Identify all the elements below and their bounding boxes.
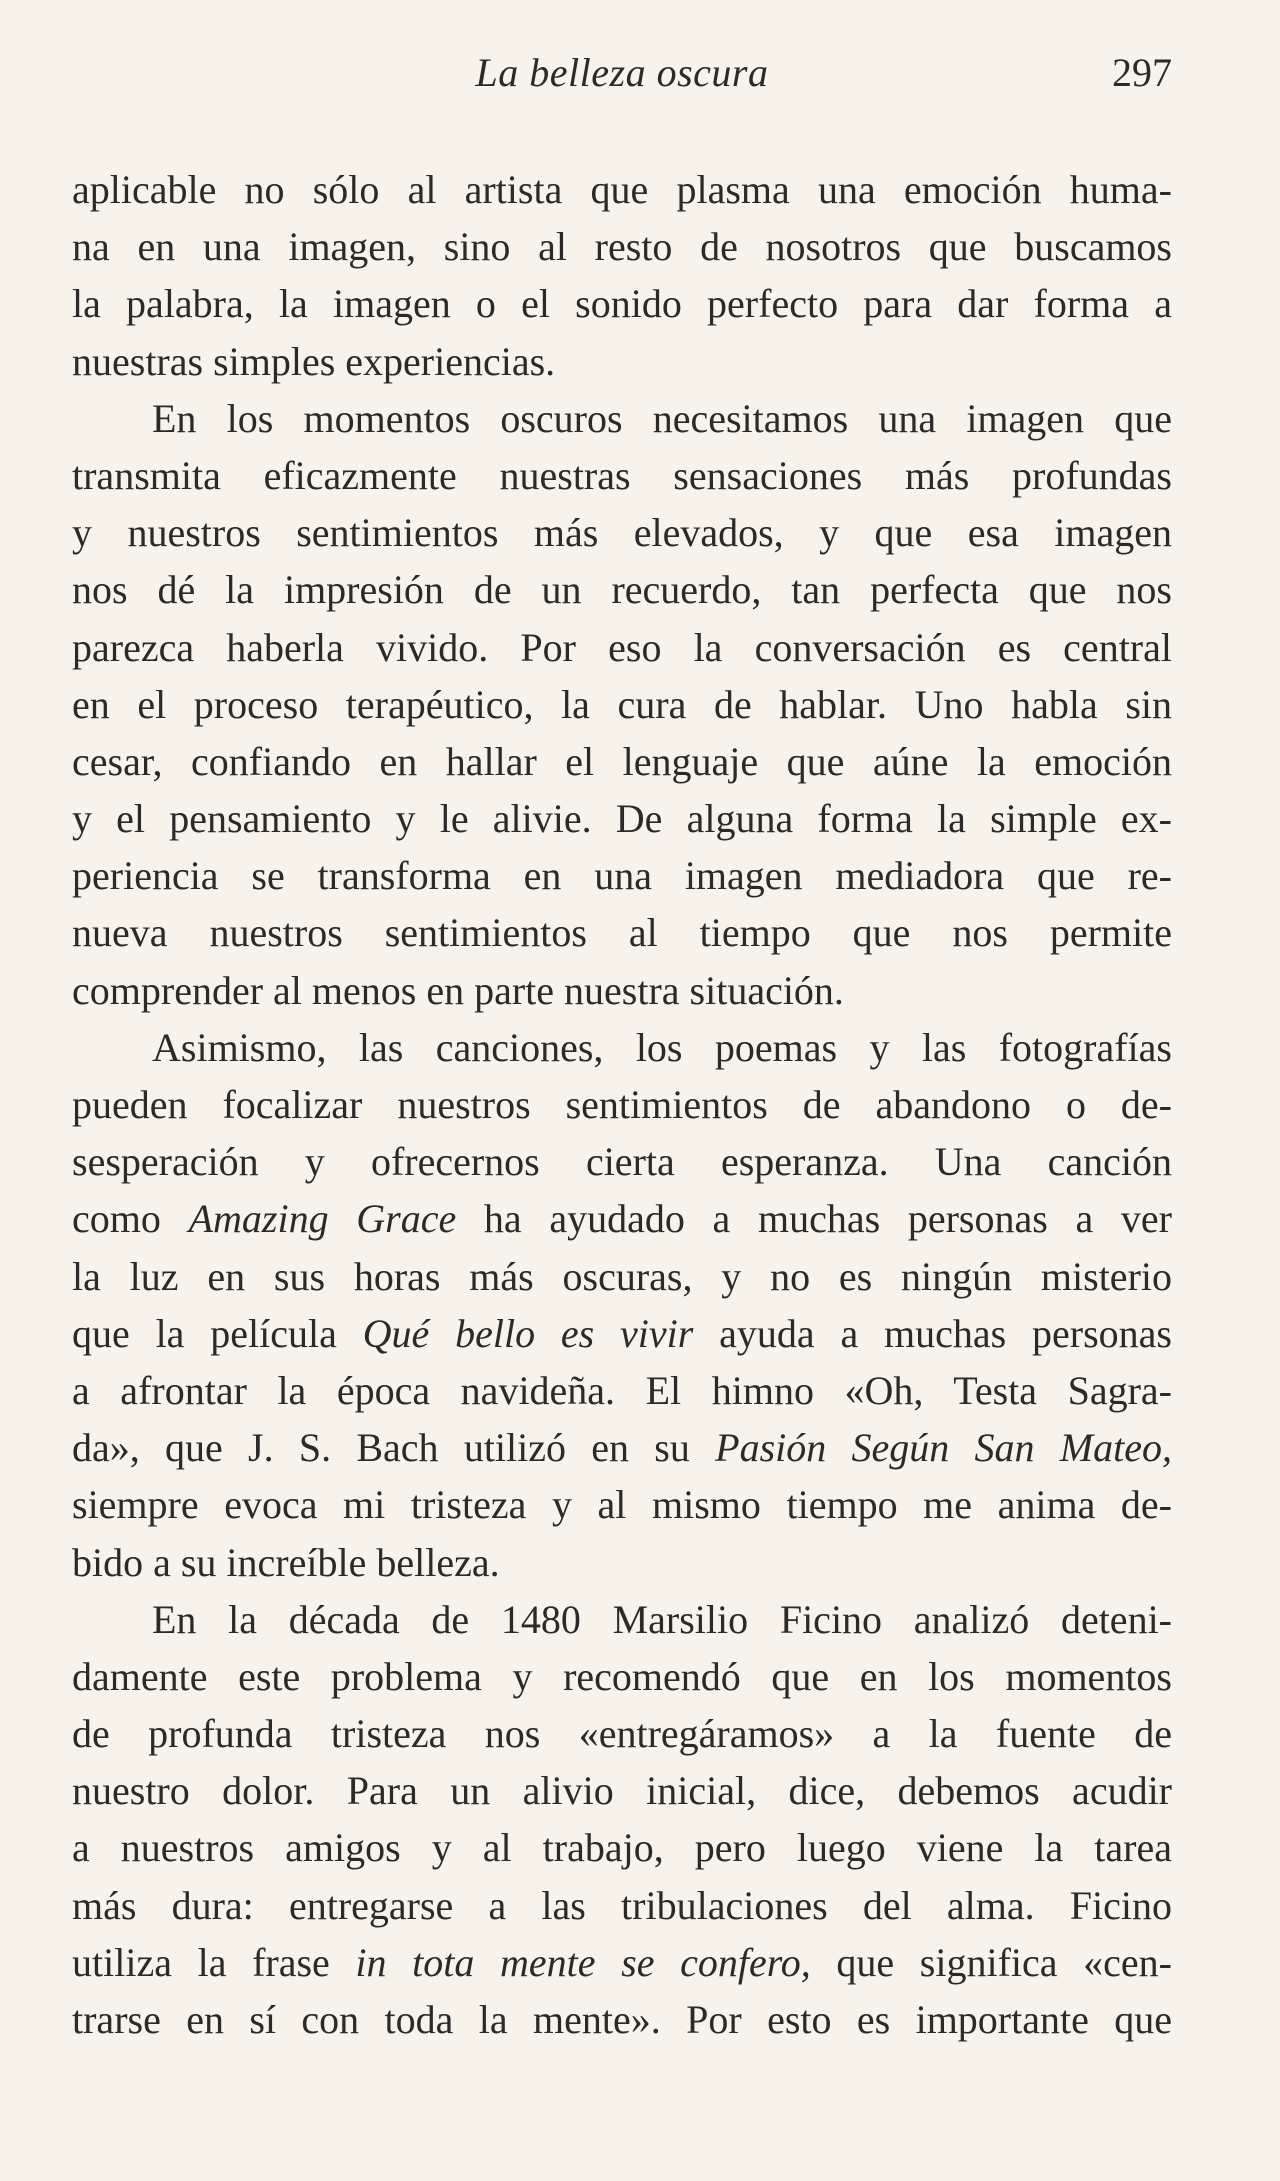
italic-latin-phrase: in tota mente se confero, bbox=[355, 1939, 811, 1985]
text-line: sesperación y ofrecernos cierta esperanza. Una canción bbox=[72, 1139, 1172, 1185]
text-line: siempre evoca mi tristeza y al mismo tiempo me anima de- bbox=[72, 1482, 1172, 1528]
text-line: de profunda tristeza nos «entregáramos» a la fuente de bbox=[72, 1711, 1172, 1757]
page-number: 297 bbox=[1112, 50, 1172, 95]
text-line: la luz en sus horas más oscuras, y no es ningún misterio bbox=[72, 1253, 1172, 1299]
running-head bbox=[72, 48, 1172, 98]
italic-song-title: Amazing Grace bbox=[188, 1196, 457, 1242]
text-line: transmita eficazmente nuestras sensaciones más profundas bbox=[72, 452, 1172, 498]
text-line: parezca haberla vivido. Por eso la conversación es central bbox=[72, 624, 1172, 670]
body-text bbox=[72, 161, 1172, 2048]
text-line: damente este problema y recomendó que en los momentos bbox=[72, 1653, 1172, 1699]
text-segment: que significa «cen- bbox=[836, 1939, 1172, 1985]
text-line: En los momentos oscuros necesitamos una imagen que bbox=[152, 395, 1172, 441]
text-line: bido a su increíble belleza. bbox=[72, 1539, 500, 1585]
text-line bbox=[72, 1305, 1172, 1362]
text-line: Asimismo, las canciones, los poemas y las fotografías bbox=[152, 1024, 1172, 1070]
text-line: más dura: entregarse a las tribulaciones del alma. Ficino bbox=[72, 1882, 1172, 1928]
text-line: periencia se transforma en una imagen mediadora que re- bbox=[72, 853, 1172, 899]
text-segment: utiliza la frase bbox=[72, 1939, 330, 1985]
text-line bbox=[72, 1934, 1172, 1991]
text-line: aplicable no sólo al artista que plasma una emoción huma- bbox=[72, 167, 1172, 212]
text-line: na en una imagen, sino al resto de nosotros que buscamos bbox=[72, 224, 1172, 270]
text-line bbox=[72, 1419, 1172, 1476]
text-line: cesar, confiando en hallar el lenguaje que aúne la emoción bbox=[72, 738, 1172, 784]
text-line: nuestro dolor. Para un alivio inicial, dice, debemos acudir bbox=[72, 1768, 1172, 1814]
text-line: nos dé la impresión de un recuerdo, tan perfecta que nos bbox=[72, 567, 1172, 613]
text-line: a afrontar la época navideña. El himno «Oh, Testa Sagra- bbox=[72, 1367, 1172, 1413]
text-segment: que la película bbox=[72, 1310, 337, 1356]
text-line bbox=[72, 1190, 1172, 1247]
text-line: pueden focalizar nuestros sentimientos de abandono o de- bbox=[72, 1082, 1172, 1127]
italic-film-title: Qué bello es vivir bbox=[362, 1310, 694, 1356]
text-segment: como bbox=[72, 1196, 161, 1242]
text-line: En la década de 1480 Marsilio Ficino analizó deteni- bbox=[152, 1596, 1172, 1642]
text-line: nueva nuestros sentimientos al tiempo que nos permite bbox=[72, 910, 1172, 956]
text-line: a nuestros amigos y al trabajo, pero luego viene la tarea bbox=[72, 1825, 1172, 1871]
text-line: y nuestros sentimientos más elevados, y que esa imagen bbox=[72, 510, 1172, 556]
text-line: la palabra, la imagen o el sonido perfecto para dar forma a bbox=[72, 281, 1172, 327]
text-segment: da», que J. S. Bach utilizó en su bbox=[72, 1425, 690, 1471]
text-line: nuestras simples experiencias. bbox=[72, 338, 556, 384]
running-title: La belleza oscura bbox=[475, 50, 769, 95]
text-line: trarse en sí con toda la mente». Por esto es importante que bbox=[72, 1997, 1172, 2042]
text-line: y el pensamiento y le alivie. De alguna forma la simple ex- bbox=[72, 796, 1172, 842]
text-segment: ha ayudado a muchas personas a ver bbox=[483, 1196, 1173, 1242]
text-line: comprender al menos en parte nuestra situación. bbox=[72, 967, 844, 1013]
text-line: en el proceso terapéutico, la cura de hablar. Uno habla sin bbox=[72, 681, 1172, 727]
text-segment: ayuda a muchas personas bbox=[719, 1310, 1172, 1356]
italic-work-title: Pasión Según San Mateo, bbox=[715, 1425, 1172, 1471]
